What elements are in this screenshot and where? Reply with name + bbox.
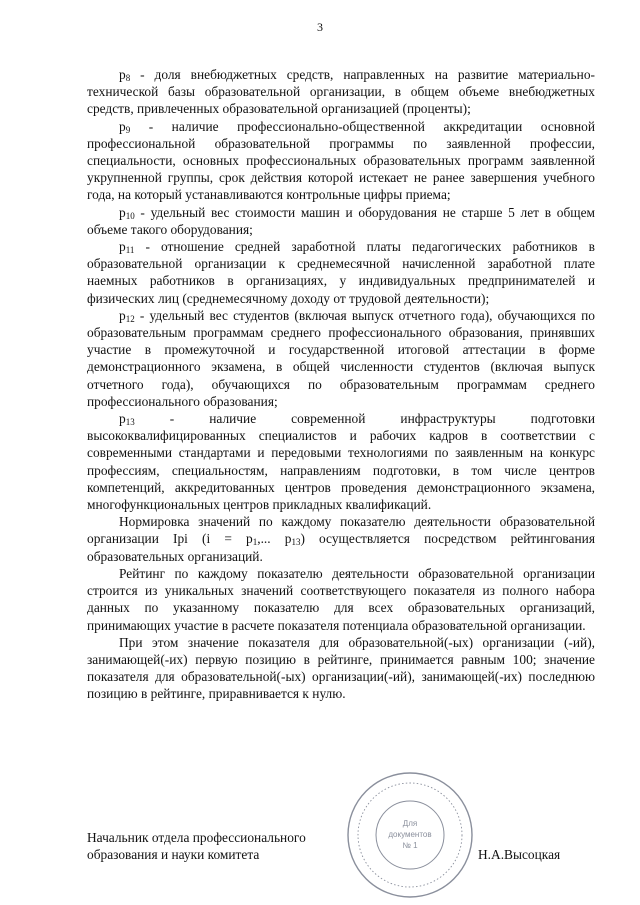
document-body bbox=[87, 66, 595, 703]
paragraph-score-rule: При этом значение показателя для образовательной(-ых) организации (-ий), занимающей(-их) первую позицию в рейтинге, принимается равным 100; значение показателя для образовательной(-ых) организации(-ий), занимающей(-их) последнюю позицию в рейтинге, приравнивается к нулю. bbox=[87, 634, 595, 702]
signer-name: Н.А.Высоцкая bbox=[478, 847, 561, 862]
paragraph-p9: $p_9$ - наличие профессионально-общественной аккредитации основной профессиональной образовательной программы по заявленной профессии, специальности, основных профессиональных образовательных программ заявленной укрупненной группы, срок действия которой истекает не ранее завершения учебного года, на который устанавливаются контрольные цифры приема; bbox=[87, 118, 595, 203]
stamp-line2: документов bbox=[388, 830, 432, 839]
signer-position-line2: образования и науки комитета bbox=[87, 847, 260, 863]
paragraph-normalization: Нормировка значений по каждому показателю деятельности образовательной организации Ipi ($i = p_1$,... $p_{13}$) осуществляется посредством рейтингования образовательных организаций. bbox=[87, 514, 595, 564]
signature-block bbox=[87, 829, 306, 863]
paragraph-rating: Рейтинг по каждому показателю деятельности образовательной организации строится из уникальных значений соответствующего показателя из полного набора данных по указанному показателю для всех образовательных организаций, принимающих участие в расчете показателя потенциала образовательной организации. bbox=[87, 565, 595, 633]
paragraph-p13: $p_{13}$ - наличие современной инфраструктуры подготовки высококвалифицированных специалистов и рабочих кадров в соответствии с современными стандартами и передовыми технологиями по заявленным на конкурс профессиям, специальностям, направлениям подготовки, в том числе центров компетенций, аккредитованных центров проведения демонстрационного экзамена, многофункциональных центров прикладных квалификаций. bbox=[87, 411, 595, 513]
stamp-line3: № 1 bbox=[402, 841, 418, 850]
stamp-line1: Для bbox=[402, 819, 418, 828]
paragraph-p10: $p_{10}$ - удельный вес стоимости машин и оборудования не старше 5 лет в общем объеме такого оборудования; bbox=[87, 204, 595, 237]
paragraph-p8: $p_8$ - доля внебюджетных средств, направленных на развитие материально-технической базы образовательной организации, в общем объеме внебюджетных средств, привлеченных образовательной организацией (проценты); bbox=[87, 67, 595, 117]
paragraph-p11: $p_{11}$ - отношение средней заработной платы педагогических работников в образовательной организации к среднемесячной начисленной заработной плате наемных работников в организациях, у индивидуальных предпринимателей и физических лиц (среднемесячному доходу от трудовой деятельности); bbox=[87, 239, 595, 306]
page-number: 3 bbox=[317, 20, 323, 34]
signer-position-line1: Начальник отдела профессионального bbox=[87, 830, 306, 845]
official-stamp bbox=[345, 770, 475, 900]
paragraph-p12: $p_{12}$ - удельный вес студентов (включая выпуск отчетного года), обучающихся по образовательным программам среднего профессионального образования, принявших участие в промежуточной и государственной итоговой аттестации в форме демонстрационного экзамена, в общей численности студентов (включая выпуск отчетного года), обучающихся по образовательным программам среднего профессионального образования; bbox=[87, 307, 595, 409]
